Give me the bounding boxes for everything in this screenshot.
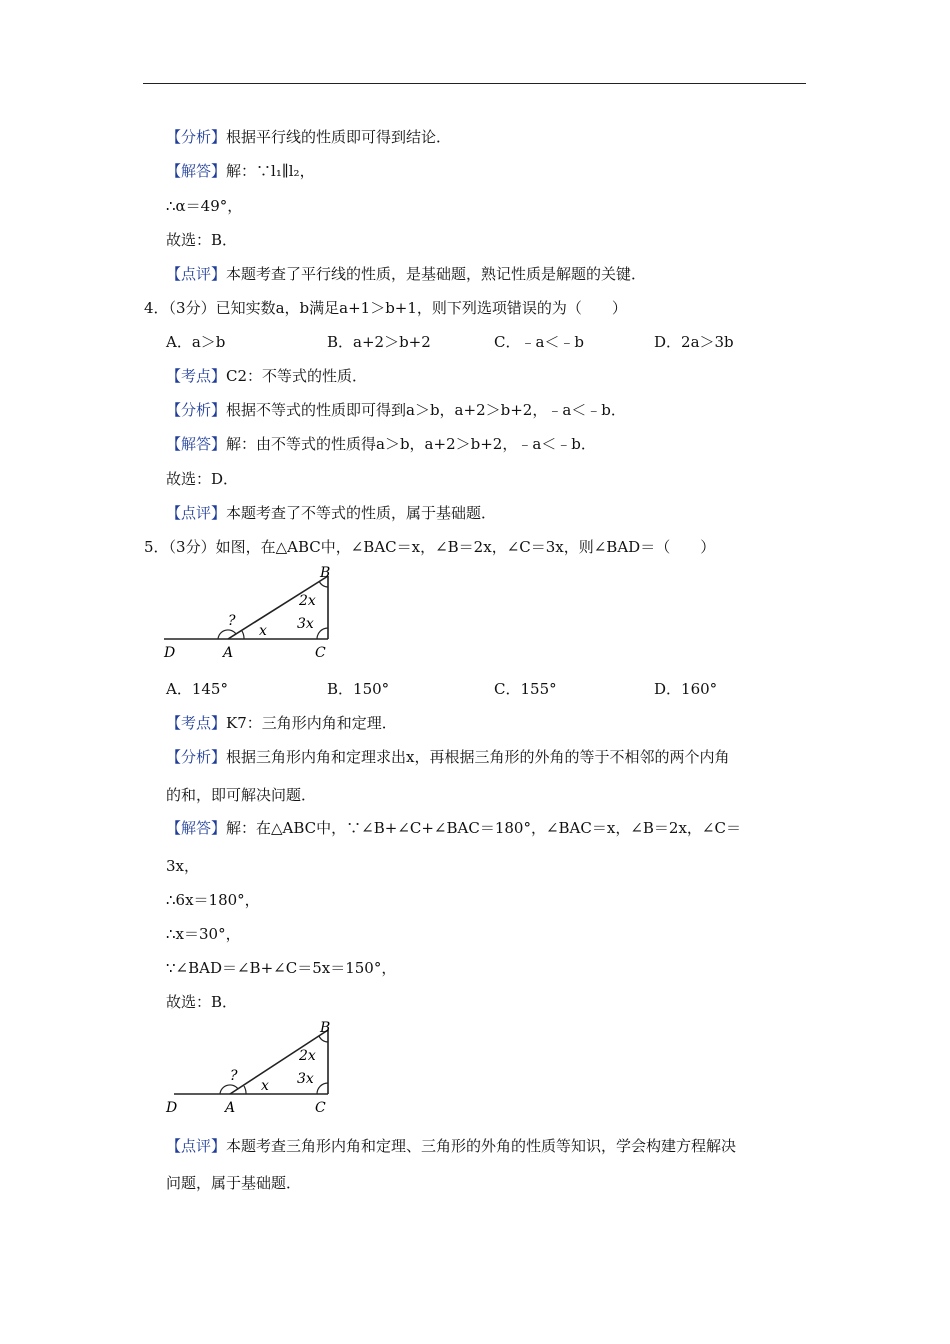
- q5-point: 【考点】K7：三角形内角和定理．: [166, 714, 397, 732]
- q5-step-1: ∴6x＝180°，: [166, 891, 260, 909]
- tag-label: 【解答】: [166, 162, 227, 180]
- q4-option-a: A．a＞b: [166, 333, 226, 351]
- q4-choose: 故选：D．: [166, 470, 239, 488]
- label-b: B: [320, 565, 331, 581]
- label-3x: 3x: [297, 616, 314, 632]
- label-question: ?: [228, 613, 236, 629]
- label-question: ?: [230, 1068, 238, 1084]
- tag-label: 【分析】: [166, 748, 227, 766]
- q4-analysis: 【分析】根据不等式的性质即可得到a＞b，a+2＞b+2，﹣a＜﹣b．: [166, 401, 626, 419]
- tag-label: 【考点】: [166, 367, 227, 385]
- q4-point: 【考点】C2：不等式的性质．: [166, 367, 368, 385]
- tag-label: 【解答】: [166, 435, 227, 453]
- label-c: C: [315, 645, 326, 660]
- label-x: x: [261, 1078, 269, 1094]
- s3-analysis: 【分析】根据平行线的性质即可得到结论．: [166, 128, 452, 146]
- q5-solution-cont: 3x，: [166, 857, 200, 875]
- q5-comment-cont: 问题，属于基础题．: [166, 1174, 302, 1192]
- tag-label: 【分析】: [166, 128, 227, 146]
- q4-comment: 【点评】本题考查了不等式的性质，属于基础题．: [166, 504, 497, 522]
- q5-choose: 故选：B．: [166, 993, 238, 1011]
- q5-option-c: C．155°: [494, 680, 557, 698]
- tag-label: 【点评】: [166, 265, 227, 283]
- label-2x: 2x: [299, 593, 316, 609]
- label-x: x: [259, 623, 267, 639]
- tag-label: 【考点】: [166, 714, 227, 732]
- s3-comment: 【点评】本题考查了平行线的性质，是基础题，熟记性质是解题的关键．: [166, 265, 647, 283]
- label-2x: 2x: [299, 1048, 316, 1064]
- q4-solution: 【解答】解：由不等式的性质得a＞b，a+2＞b+2，﹣a＜﹣b．: [166, 435, 596, 453]
- label-d: D: [164, 645, 176, 660]
- label-a: A: [225, 1100, 236, 1114]
- q5-analysis: 【分析】根据三角形内角和定理求出x，再根据三角形的外角的等于不相邻的两个内角: [166, 748, 730, 766]
- s3-choose: 故选：B．: [166, 231, 238, 249]
- q5-comment: 【点评】本题考查三角形内角和定理、三角形的外角的性质等知识，学会构建方程解决: [166, 1137, 737, 1155]
- q5-stem: 5．（3分）如图，在△ABC中，∠BAC＝x，∠B＝2x，∠C＝3x，则∠BAD＝（ ）: [144, 538, 716, 556]
- q5-solution: 【解答】解：在△ABC中，∵∠B+∠C+∠BAC＝180°，∠BAC＝x，∠B＝2x，∠C＝: [166, 819, 741, 837]
- label-c: C: [315, 1100, 326, 1114]
- label-d: D: [166, 1100, 178, 1114]
- label-b: B: [320, 1020, 331, 1036]
- tag-label: 【分析】: [166, 401, 227, 419]
- q4-option-c: C．﹣a＜﹣b: [494, 333, 585, 351]
- q4-stem: 4．（3分）已知实数a，b满足a+1＞b+1，则下列选项错误的为（ ）: [144, 299, 627, 317]
- q5-option-b: B．150°: [327, 680, 390, 698]
- q5-option-a: A．145°: [166, 680, 228, 698]
- triangle-figure-2: [160, 1016, 350, 1118]
- tag-label: 【点评】: [166, 1137, 227, 1155]
- q4-option-b: B．a+2＞b+2: [327, 333, 431, 351]
- q5-analysis-cont: 的和，即可解决问题．: [166, 786, 317, 804]
- header-rule: [143, 83, 806, 84]
- q5-option-d: D．160°: [654, 680, 718, 698]
- s3-solution: 【解答】解：∵l₁∥l₂，: [166, 162, 315, 180]
- q5-step-2: ∴x＝30°，: [166, 925, 241, 943]
- label-3x: 3x: [297, 1071, 314, 1087]
- label-a: A: [223, 645, 234, 660]
- triangle-figure: [160, 562, 350, 664]
- s3-step: ∴α＝49°，: [166, 197, 243, 215]
- tag-label: 【点评】: [166, 504, 227, 522]
- q5-step-3: ∵∠BAD＝∠B+∠C＝5x＝150°，: [166, 959, 397, 977]
- q4-option-d: D．2a＞3b: [654, 333, 734, 351]
- tag-label: 【解答】: [166, 819, 227, 837]
